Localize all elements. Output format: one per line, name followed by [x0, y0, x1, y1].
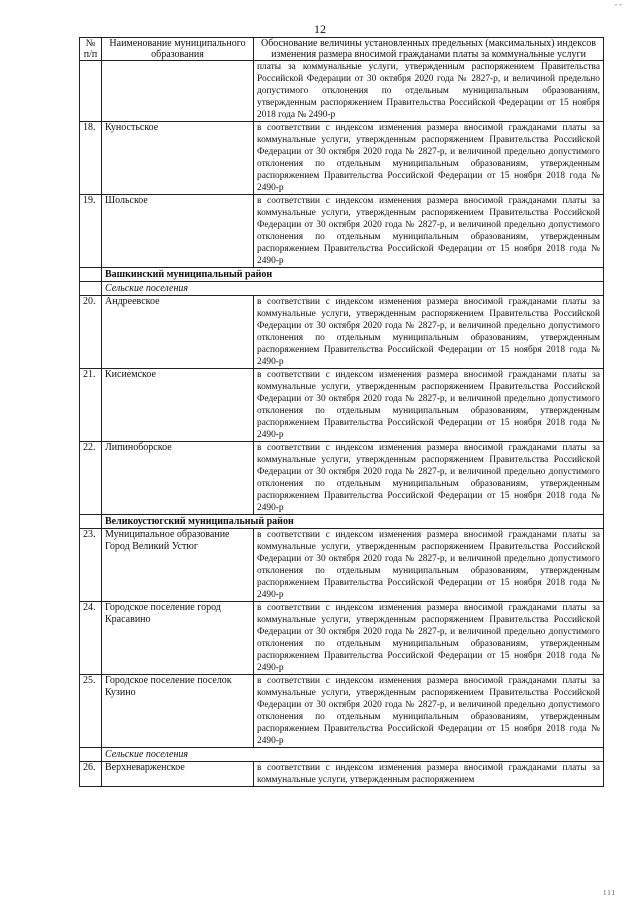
justification-text: в соответствии с индексом изменения размера вносимой гражданами платы за коммунальные услуги, утвержденным распоряжением: [254, 762, 604, 787]
justification-text: в соответствии с индексом изменения размера вносимой гражданами платы за коммунальные услуги, утвержденным распоряжением Правительства Российской Федерации от 30 октября 2020 года № 2827-р, и величиной предельно допустимого отклонения по отдельным муниципальным образованиям, утвержденным распоряжением Правительства Российской Федерации от 15 ноября 2018 года № 2490-р: [254, 442, 604, 515]
row-number: [80, 61, 102, 122]
justification-text: в соответствии с индексом изменения размера вносимой гражданами платы за коммунальные услуги, утвержденным распоряжением Правительства Российской Федерации от 30 октября 2020 года № 2827-р, и величиной предельно допустимого отклонения по отдельным муниципальным образованиям, утвержденным распоряжением Правительства Российской Федерации от 15 ноября 2018 года № 2490-р: [254, 195, 604, 268]
municipality-name: Андреевское: [102, 296, 254, 369]
district-header-row: [80, 515, 604, 529]
row-number: 26.: [80, 762, 102, 787]
subgroup-header-row: [80, 282, 604, 296]
subgroup-label: Сельские поселения: [102, 282, 604, 296]
subgroup-header-row: [80, 748, 604, 762]
table-row: [80, 122, 604, 195]
table-row: [80, 762, 604, 787]
municipality-name: Липиноборское: [102, 442, 254, 515]
row-number: 24.: [80, 602, 102, 675]
subgroup-label: Сельские поселения: [102, 748, 604, 762]
justification-text: платы за коммунальные услуги, утвержденным распоряжением Правительства Российской Федерации от 30 октября 2020 года № 2827-р, и величиной предельно допустимого отклонения по отдельным муниципальным образованиям, утвержденным распоряжением Правительства Российской Федерации от 15 ноября 2018 года № 2490-р: [254, 61, 604, 122]
municipality-name: Городское поселение город Красавино: [102, 602, 254, 675]
page-number: 12: [314, 22, 326, 36]
justification-text: в соответствии с индексом изменения размера вносимой гражданами платы за коммунальные услуги, утвержденным распоряжением Правительства Российской Федерации от 30 октября 2020 года № 2827-р, и величиной предельно допустимого отклонения по отдельным муниципальным образованиям, утвержденным распоряжением Правительства Российской Федерации от 15 ноября 2018 года № 2490-р: [254, 675, 604, 748]
table-body: [80, 61, 604, 787]
tariff-index-table: [79, 37, 604, 787]
row-number: 19.: [80, 195, 102, 268]
footer-mark: 111: [603, 889, 616, 897]
table-row: [80, 61, 604, 122]
header-justification: Обоснование величины установленных предельных (максимальных) индексов изменения размера вносимой гражданами платы за коммунальные услуги: [254, 38, 604, 61]
municipality-name: [102, 61, 254, 122]
table-row: [80, 602, 604, 675]
table-row: [80, 675, 604, 748]
municipality-name: Кисиемское: [102, 369, 254, 442]
row-number: 25.: [80, 675, 102, 748]
district-name: Вашкинский муниципальный район: [102, 268, 604, 282]
table-row: [80, 369, 604, 442]
header-municipality: Наименование муниципального образования: [102, 38, 254, 61]
district-name: Великоустюгский муниципальный район: [102, 515, 604, 529]
corner-mark: - -: [614, 0, 622, 9]
municipality-name: Шольское: [102, 195, 254, 268]
row-number: 18.: [80, 122, 102, 195]
municipality-name: Куностьское: [102, 122, 254, 195]
justification-text: в соответствии с индексом изменения размера вносимой гражданами платы за коммунальные услуги, утвержденным распоряжением Правительства Российской Федерации от 30 октября 2020 года № 2827-р, и величиной предельно допустимого отклонения по отдельным муниципальным образованиям, утвержденным распоряжением Правительства Российской Федерации от 15 ноября 2018 года № 2490-р: [254, 369, 604, 442]
justification-text: в соответствии с индексом изменения размера вносимой гражданами платы за коммунальные услуги, утвержденным распоряжением Правительства Российской Федерации от 30 октября 2020 года № 2827-р, и величиной предельно допустимого отклонения по отдельным муниципальным образованиям, утвержденным распоряжением Правительства Российской Федерации от 15 ноября 2018 года № 2490-р: [254, 529, 604, 602]
table-row: [80, 529, 604, 602]
row-number: 22.: [80, 442, 102, 515]
district-header-row: [80, 268, 604, 282]
header-number: № п/п: [80, 38, 102, 61]
row-number: 21.: [80, 369, 102, 442]
row-number: 23.: [80, 529, 102, 602]
justification-text: в соответствии с индексом изменения размера вносимой гражданами платы за коммунальные услуги, утвержденным распоряжением Правительства Российской Федерации от 30 октября 2020 года № 2827-р, и величиной предельно допустимого отклонения по отдельным муниципальным образованиям, утвержденным распоряжением Правительства Российской Федерации от 15 ноября 2018 года № 2490-р: [254, 296, 604, 369]
municipality-name: Городское поселение поселок Кузино: [102, 675, 254, 748]
justification-text: в соответствии с индексом изменения размера вносимой гражданами платы за коммунальные услуги, утвержденным распоряжением Правительства Российской Федерации от 30 октября 2020 года № 2827-р, и величиной предельно допустимого отклонения по отдельным муниципальным образованиям, утвержденным распоряжением Правительства Российской Федерации от 15 ноября 2018 года № 2490-р: [254, 122, 604, 195]
table-header-row: [80, 38, 604, 61]
justification-text: в соответствии с индексом изменения размера вносимой гражданами платы за коммунальные услуги, утвержденным распоряжением Правительства Российской Федерации от 30 октября 2020 года № 2827-р, и величиной предельно допустимого отклонения по отдельным муниципальным образованиям, утвержденным распоряжением Правительства Российской Федерации от 15 ноября 2018 года № 2490-р: [254, 602, 604, 675]
table-row: [80, 442, 604, 515]
municipality-name: Муниципальное образование Город Великий Устюг: [102, 529, 254, 602]
table-row: [80, 296, 604, 369]
table-row: [80, 195, 604, 268]
row-number: 20.: [80, 296, 102, 369]
municipality-name: Верхневарженское: [102, 762, 254, 787]
